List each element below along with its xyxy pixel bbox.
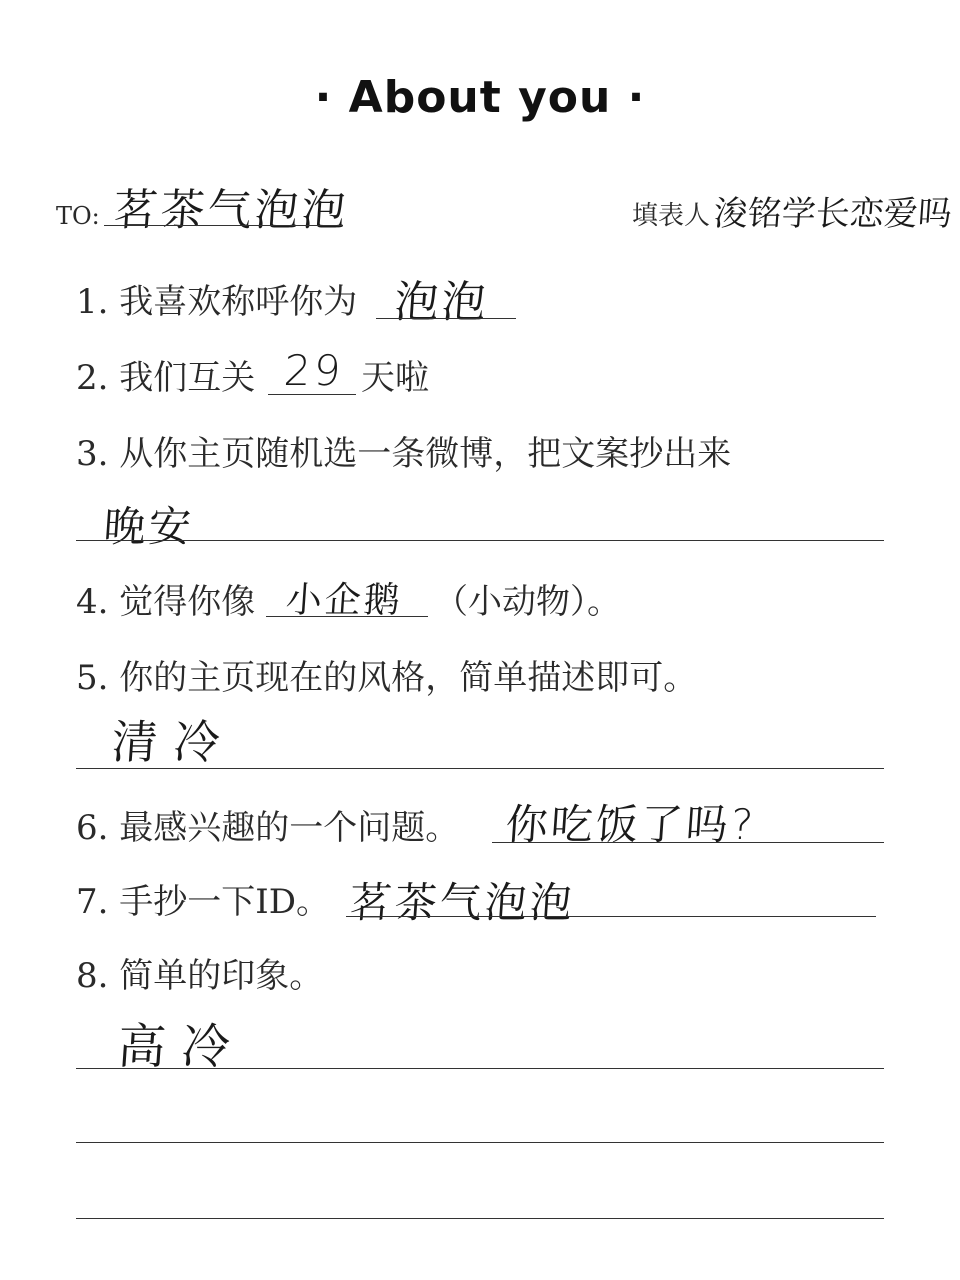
question-text: 我们互关 xyxy=(119,358,256,398)
question-6 xyxy=(76,808,459,848)
question-text: 最感兴趣的一个问题。 xyxy=(119,808,460,848)
question-2 xyxy=(76,358,255,398)
answer-8-line xyxy=(76,1068,884,1069)
question-1 xyxy=(76,282,357,322)
question-number: 3. xyxy=(76,434,109,474)
answer-5-line xyxy=(76,768,884,769)
question-text: 手抄一下ID。 xyxy=(119,882,330,922)
question-text: 我喜欢称呼你为 xyxy=(119,282,358,322)
question-8 xyxy=(76,956,323,996)
question-number: 7. xyxy=(76,882,109,922)
question-number: 5. xyxy=(76,658,109,698)
question-number: 8. xyxy=(76,956,109,996)
question-3 xyxy=(76,434,731,474)
question-number: 2. xyxy=(76,358,109,398)
answer-7-line xyxy=(346,916,876,917)
to-name: 茗茶气泡泡 xyxy=(111,185,351,236)
answer-6-line xyxy=(492,842,884,843)
answer-3: 晚安 xyxy=(102,502,196,551)
question-text: 觉得你像 xyxy=(119,582,256,622)
filler-name: 浚铭学长恋爱吗 xyxy=(712,194,954,234)
to-label: TO: xyxy=(56,202,100,230)
question-4-suffix: （小动物）。 xyxy=(434,582,621,622)
answer-2: 29 xyxy=(282,346,346,395)
question-4 xyxy=(76,582,255,622)
question-7 xyxy=(76,882,330,922)
question-text: 从你主页随机选一条微博，把文案抄出来 xyxy=(119,434,732,474)
question-5 xyxy=(76,658,697,698)
answer-5: 清冷 xyxy=(109,715,238,769)
filler-label: 填表人 xyxy=(632,201,711,231)
answer-7: 茗茶气泡泡 xyxy=(348,878,577,927)
answer-3-line xyxy=(76,540,884,541)
question-2-suffix: 天啦 xyxy=(361,358,429,398)
answer-6: 你吃饭了吗? xyxy=(504,800,758,849)
answer-8: 高冷 xyxy=(115,1019,248,1075)
question-number: 6. xyxy=(76,808,109,848)
question-text: 简单的印象。 xyxy=(119,956,324,996)
question-text: 你的主页现在的风格，简单描述即可。 xyxy=(119,658,698,698)
page-title: · About you · xyxy=(314,72,646,123)
blank-line xyxy=(76,1142,884,1143)
answer-4-line xyxy=(266,616,428,617)
question-number: 1. xyxy=(76,282,109,322)
to-underline xyxy=(104,225,342,226)
answer-4: 小企鹅 xyxy=(284,580,405,621)
answer-2-line xyxy=(268,394,356,395)
question-number: 4. xyxy=(76,582,109,622)
answer-1: 泡泡 xyxy=(392,277,491,328)
answer-1-line xyxy=(376,318,516,319)
blank-line xyxy=(76,1218,884,1219)
